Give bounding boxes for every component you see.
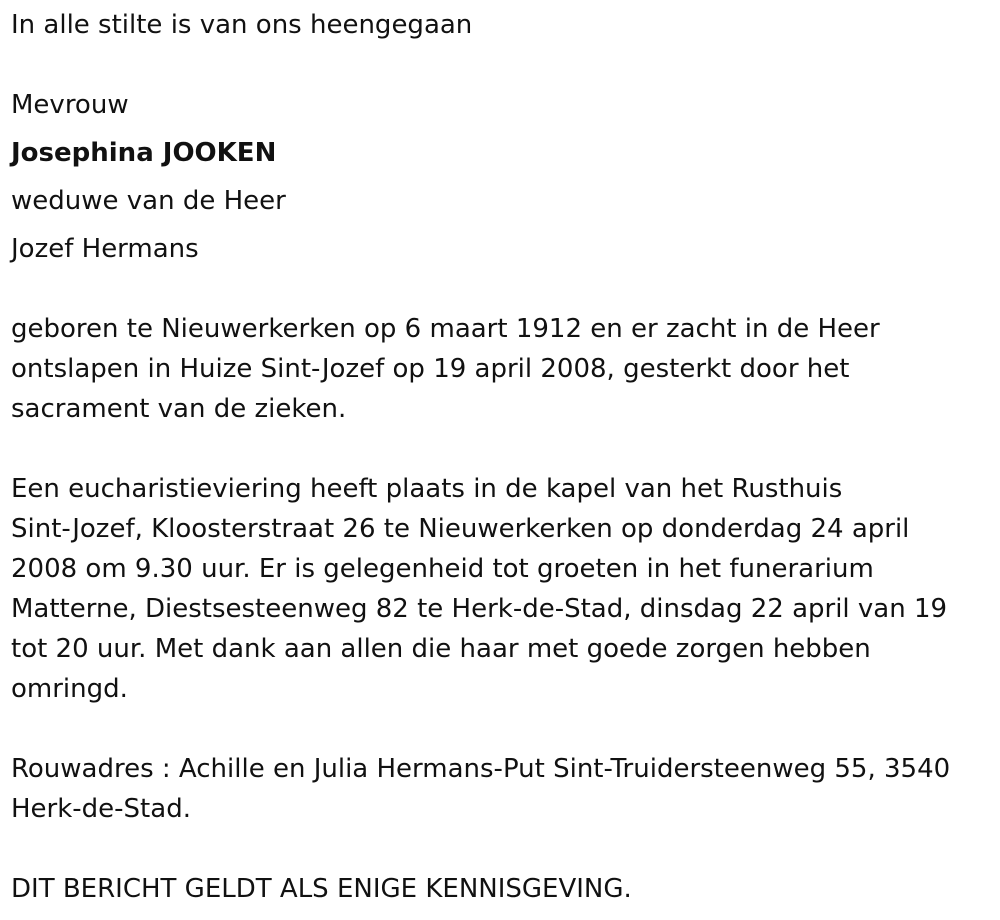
paragraph-line: ontslapen in Huize Sint-Jozef op 19 april 2008, gesterkt door het <box>11 354 850 384</box>
widow-line: weduwe van de Heer <box>11 186 286 216</box>
birth-paragraph <box>11 309 991 429</box>
ceremony-paragraph <box>11 469 991 709</box>
paragraph-line: Matterne, Diestsesteenweg 82 te Herk-de-Stad, dinsdag 22 april van 19 <box>11 594 948 624</box>
paragraph-line: sacrament van de zieken. <box>11 394 347 424</box>
paragraph-line: geboren te Nieuwerkerken op 6 maart 1912 en er zacht in de Heer <box>11 314 880 344</box>
paragraph-line: Een eucharistieviering heeft plaats in de kapel van het Rusthuis <box>11 474 843 504</box>
paragraph-line: Sint-Jozef, Kloosterstraat 26 te Nieuwerkerken op donderdag 24 april <box>11 514 910 544</box>
paragraph-line: Rouwadres : Achille en Julia Hermans-Put Sint-Truidersteenweg 55, 3540 <box>11 754 951 784</box>
paragraph-line: 2008 om 9.30 uur. Er is gelegenheid tot groeten in het funerarium <box>11 554 874 584</box>
intro-text: In alle stilte is van ons heengegaan <box>11 10 473 40</box>
paragraph-line: omringd. <box>11 674 128 704</box>
deceased-name: Josephina JOOKEN <box>11 138 277 168</box>
death-notice <box>11 5 991 909</box>
closing-statement: DIT BERICHT GELDT ALS ENIGE KENNISGEVING. <box>11 874 632 904</box>
address-paragraph <box>11 749 991 829</box>
husband-name: Jozef Hermans <box>11 234 199 264</box>
paragraph-line: Herk-de-Stad. <box>11 794 191 824</box>
honorific: Mevrouw <box>11 90 129 120</box>
paragraph-line: tot 20 uur. Met dank aan allen die haar met goede zorgen hebben <box>11 634 871 664</box>
